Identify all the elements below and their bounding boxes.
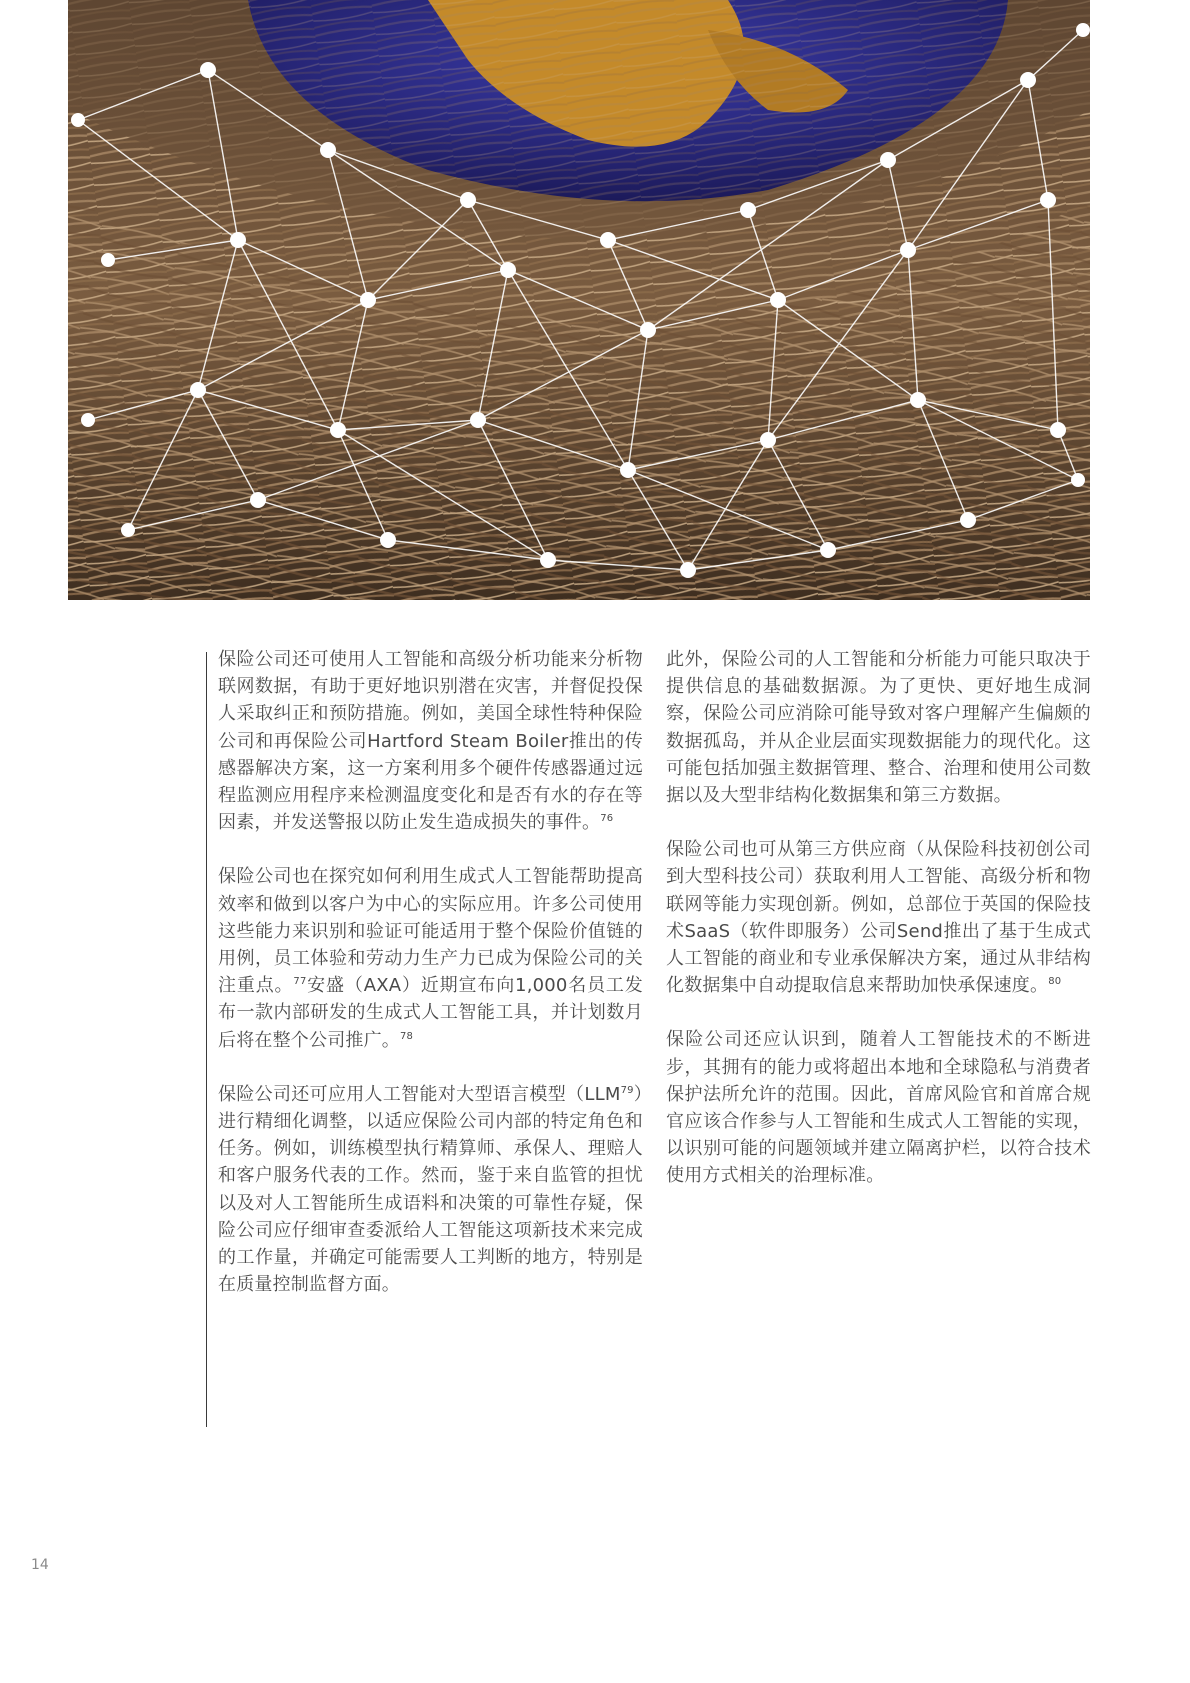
column-divider-rule	[206, 652, 207, 1427]
paragraph-governance: 保险公司还应认识到，随着人工智能技术的不断进步，其拥有的能力或将超出本地和全球隐私与消费者保护法所允许的范围。因此，首席风险官和首席合规官应该合作参与人工智能和生成式人工智能的实现，以识别可能的问题领域并建立隔离护栏，以符合技术使用方式相关的治理标准。	[666, 1029, 1091, 1187]
footnote-ref[interactable]: 76	[600, 813, 614, 825]
nest-globe-network-illustration	[68, 0, 1090, 600]
footnote-ref[interactable]: 80	[1048, 976, 1062, 988]
paragraph-third-party-vendors: 保险公司也可从第三方供应商（从保险科技初创公司到大型科技公司）获取利用人工智能、高级分析和物联网等能力实现创新。例如，总部位于英国的保险技术SaaS（软件即服务）公司Send推出了基于生成式人工智能的商业和专业承保解决方案，通过从非结构化数据集中自动提取信息来帮助加快承保速度。$^{80}$	[666, 839, 1091, 997]
paragraph-data-sources: 此外，保险公司的人工智能和分析能力可能只取决于提供信息的基础数据源。为了更快、更好地生成洞察，保险公司应消除可能导致对客户理解产生偏颇的数据孤岛，并从企业层面实现数据能力的现代化。这可能包括加强主数据管理、整合、治理和使用公司数据以及大型非结构化数据集和第三方数据。	[666, 649, 1091, 807]
left-column	[218, 646, 643, 1325]
footnote-ref[interactable]: 78	[400, 1030, 414, 1042]
right-column	[666, 646, 1091, 1217]
footnote-ref[interactable]: 79	[620, 1084, 634, 1096]
paragraph-iot-analytics: 保险公司还可使用人工智能和高级分析功能来分析物联网数据，有助于更好地识别潜在灾害，并督促投保人采取纠正和预防措施。例如，美国全球性特种保险公司和再保险公司Hartford Steam Boiler推出的传感器解决方案，这一方案利用多个硬件传感器通过远程监测应用程序来检测温度变化和是否有水的存在等因素，并发送警报以防止发生造成损失的事件。$^{76}$	[218, 649, 643, 834]
page-number: 14	[31, 1557, 49, 1573]
paragraph-llm-finetuning: 保险公司还可应用人工智能对大型语言模型（LLM$^{79}$）进行精细化调整，以适应保险公司内部的特定角色和任务。例如，训练模型执行精算师、承保人、理赔人和客户服务代表的工作。然而，鉴于来自监管的担忧以及对人工智能所生成语料和决策的可靠性存疑，保险公司应仔细审查委派给人工智能这项新技术来完成的工作量，并确定可能需要人工判断的地方，特别是在质量控制监督方面。	[218, 1083, 644, 1296]
footnote-ref[interactable]: 77	[293, 976, 307, 988]
hero-image	[68, 0, 1090, 600]
paragraph-genai-efficiency: 保险公司也在探究如何利用生成式人工智能帮助提高效率和做到以客户为中心的实际应用。许多公司使用这些能力来识别和验证可能适用于整个保险价值链的用例，员工体验和劳动力生产力已成为保险公司的关注重点。$^{77}$安盛（AXA）近期宣布向1,000名员工发布一款内部研发的生成式人工智能工具，并计划数月后将在整个公司推广。$^{78}$	[218, 866, 643, 1051]
